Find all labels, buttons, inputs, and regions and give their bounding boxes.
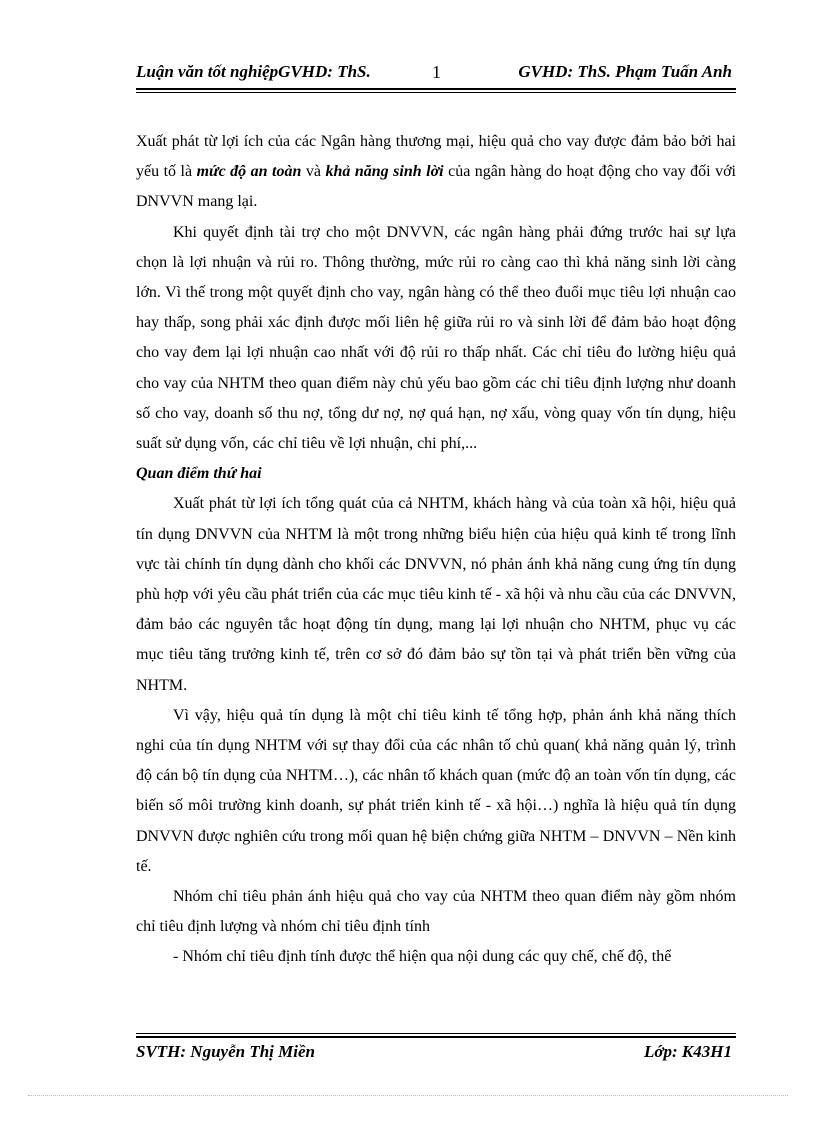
emphasis-safety: mức độ an toàn <box>196 163 302 181</box>
page-footer <box>136 1042 736 1068</box>
section-heading: Quan điểm thứ hai <box>136 465 262 483</box>
page-header <box>136 58 736 88</box>
paragraph-6: - Nhóm chỉ tiêu định tính được thể hiện qua nội dung các quy chế, chế độ, thể <box>173 948 672 966</box>
page-bottom-divider <box>28 1095 788 1096</box>
header-rule-thick <box>136 88 736 90</box>
paragraph-2: Khi quyết định tài trợ cho một DNVVN, các ngân hàng phải đứng trước hai sự lựa chọn là lợi nhuận và rủi ro. Thông thường, mức rủi ro càng cao thì khả năng sinh lời càng lớn. Vì thế trong một quyết định cho vay, ngân hàng có thể theo đuổi mục tiêu lợi nhuận cao hay thấp, song phải xác định được mối liên hệ giữa rủi ro và sinh lời để đảm bảo hoạt động cho vay đem lại lợi nhuận cao nhất với độ rủi ro thấp nhất. Các chỉ tiêu đo lường hiệu quả cho vay của NHTM theo quan điểm này chủ yếu bao gồm các chỉ tiêu định lượng như doanh số cho vay, doanh số thu nợ, tổng dư nợ, nợ quá hạn, nợ xấu, vòng quay vốn tín dụng, hiệu suất sử dụng vốn, các chỉ tiêu về lợi nhuận, chi phí,... <box>136 223 736 453</box>
paragraph-1-text-b: và <box>301 163 326 181</box>
paragraph-1-text-a: Xuất phát từ lợi ích của các Ngân hàng thương mại, hiệu quả cho vay được đảm bảo bởi hai yếu tố là <box>136 133 736 181</box>
paragraph-4: Vì vậy, hiệu quả tín dụng là một chỉ tiêu kinh tế tổng hợp, phản ánh khả năng thích nghi của tín dụng NHTM với sự thay đổi của các nhân tố chủ quan( khả năng quản lý, trình độ cán bộ tín dụng của NHTM…), các nhân tố khách quan (mức độ an toàn vốn tín dụng, các biến số môi trường kinh doanh, sự phát triển kinh tế - xã hội…) nghĩa là hiệu quả tín dụng DNVVN được nghiên cứu trong mối quan hệ biện chứng giữa NHTM – DNVVN – Nền kinh tế. <box>136 706 736 875</box>
footer-class: Lớp: K43H1 <box>644 1042 732 1061</box>
header-title: Luận văn tốt nghiệpGVHD: ThS. <box>136 62 371 81</box>
document-body <box>136 127 736 973</box>
footer-rule-thick <box>136 1036 736 1038</box>
header-rule-thin <box>136 92 736 93</box>
paragraph-1 <box>136 127 736 218</box>
header-supervisor: GVHD: ThS. Phạm Tuấn Anh <box>518 62 732 81</box>
footer-student: SVTH: Nguyễn Thị Miền <box>136 1042 315 1061</box>
paragraph-3: Xuất phát từ lợi ích tổng quát của cả NHTM, khách hàng và của toàn xã hội, hiệu quả tín dụng DNVVN của NHTM là một trong những biểu hiện của hiệu quả kinh tế trong lĩnh vực tài chính tín dụng dành cho khối các DNVVN, nó phản ánh khả năng cung ứng tín dụng phù hợp với yêu cầu phát triển của các mục tiêu kinh tế - xã hội và nhu cầu của các DNVVN, đảm bảo các nguyên tắc hoạt động tín dụng, mang lại lợi nhuận cho NHTM, phục vụ các mục tiêu tăng trưởng kinh tế, trên cơ sở đó đảm bảo sự tồn tại và phát triển bền vững của NHTM. <box>136 495 736 694</box>
emphasis-profitability: khả năng sinh lời <box>325 163 444 181</box>
footer-rule-thin <box>136 1033 736 1034</box>
paragraph-1-text-c: của ngân hàng do hoạt động cho vay đối với DNVVN mang lại. <box>136 163 737 211</box>
page-number: 1 <box>432 62 441 82</box>
paragraph-5: Nhóm chỉ tiêu phản ánh hiệu quả cho vay của NHTM theo quan điểm này gồm nhóm chỉ tiêu định lượng và nhóm chỉ tiêu định tính <box>136 888 736 936</box>
